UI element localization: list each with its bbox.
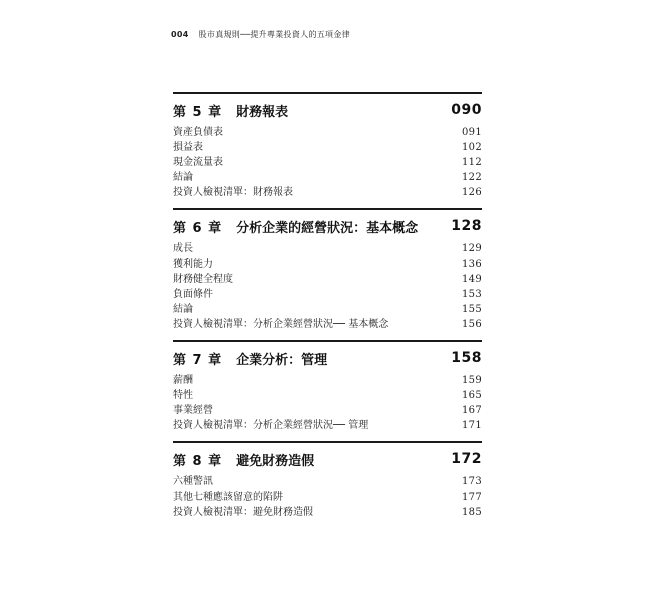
entry-page: 185 [462, 506, 482, 518]
entry-title: 投資人檢視清單：分析企業經營狀況── 基本概念 [173, 318, 389, 330]
entry-page: 159 [462, 375, 482, 387]
toc-entry[interactable] [173, 373, 482, 388]
entry-title: 薪酬 [173, 375, 193, 387]
entry-title: 財務健全程度 [173, 273, 233, 285]
chapter-label: 第 8 章 [173, 453, 223, 469]
entry-title: 成長 [173, 243, 193, 255]
chapter-heading[interactable] [173, 92, 482, 121]
entry-title: 投資人檢視清單：財務報表 [173, 187, 293, 199]
entry-title: 六種警訊 [173, 476, 213, 488]
entry-page: 165 [462, 390, 482, 402]
toc-entry[interactable] [173, 155, 482, 170]
entry-page: 122 [462, 172, 482, 184]
entry-page: 126 [462, 187, 482, 199]
entry-title: 負面條件 [173, 288, 213, 300]
toc-entry[interactable] [173, 490, 482, 505]
chapter-5 [173, 92, 482, 200]
entry-title: 結論 [173, 303, 193, 315]
chapter-8 [173, 441, 482, 519]
chapter-title: 分析企業的經營狀況：基本概念 [236, 220, 419, 236]
toc-entry[interactable] [173, 403, 482, 418]
chapter-7 [173, 340, 482, 433]
chapter-heading[interactable] [173, 340, 482, 369]
entry-title: 投資人檢視清單：避免財務造假 [173, 506, 313, 518]
entry-page: 156 [462, 318, 482, 330]
chapter-label: 第 6 章 [173, 220, 223, 236]
chapter-6 [173, 208, 482, 332]
entry-title: 投資人檢視清單：分析企業經營狀況── 管理 [173, 420, 369, 432]
entry-page: 173 [462, 476, 482, 488]
page-number: 004 [171, 30, 189, 39]
chapter-heading[interactable] [173, 208, 482, 237]
entry-title: 現金流量表 [173, 157, 223, 169]
running-title: 股市真規則──提升專業投資人的五項金律 [198, 30, 350, 39]
toc-entry[interactable] [173, 272, 482, 287]
chapter-title: 避免財務造假 [236, 453, 315, 469]
chapter-title: 企業分析：管理 [236, 352, 328, 368]
running-header [171, 29, 350, 40]
chapter-label: 第 7 章 [173, 352, 223, 368]
entry-title: 特性 [173, 390, 193, 402]
toc-entry[interactable] [173, 140, 482, 155]
toc-entry[interactable] [173, 287, 482, 302]
chapter-page-number: 128 [451, 218, 482, 235]
chapter-page-number: 158 [451, 350, 482, 367]
entry-page: 102 [462, 142, 482, 154]
entry-title: 獲利能力 [173, 258, 213, 270]
toc-entry[interactable] [173, 257, 482, 272]
toc-entry[interactable] [173, 125, 482, 140]
chapter-entries [173, 373, 482, 433]
entry-page: 171 [462, 420, 482, 432]
table-of-contents [173, 92, 482, 520]
entry-page: 129 [462, 243, 482, 255]
chapter-heading[interactable] [173, 441, 482, 470]
toc-entry[interactable] [173, 418, 482, 433]
entry-title: 結論 [173, 172, 193, 184]
chapter-entries [173, 241, 482, 332]
entry-page: 177 [462, 491, 482, 503]
entry-title: 資產負債表 [173, 127, 223, 138]
chapter-page-number: 090 [451, 102, 482, 118]
entry-title: 其他七種應該留意的陷阱 [173, 491, 283, 503]
entry-page: 153 [462, 288, 482, 300]
entry-page: 167 [462, 405, 482, 417]
chapter-label: 第 5 章 [173, 104, 223, 120]
toc-entry[interactable] [173, 317, 482, 332]
chapter-page-number: 172 [451, 451, 482, 468]
entry-title: 損益表 [173, 142, 203, 154]
toc-entry[interactable] [173, 170, 482, 185]
toc-entry[interactable] [173, 185, 482, 200]
chapter-entries [173, 474, 482, 519]
chapter-entries [173, 125, 482, 200]
entry-page: 091 [462, 127, 482, 138]
entry-page: 136 [462, 258, 482, 270]
toc-entry[interactable] [173, 302, 482, 317]
entry-page: 149 [462, 273, 482, 285]
chapter-title: 財務報表 [236, 104, 289, 120]
toc-entry[interactable] [173, 388, 482, 403]
toc-entry[interactable] [173, 241, 482, 256]
toc-entry[interactable] [173, 505, 482, 520]
toc-entry[interactable] [173, 474, 482, 489]
entry-title: 事業經營 [173, 405, 213, 417]
entry-page: 155 [462, 303, 482, 315]
entry-page: 112 [462, 157, 482, 169]
